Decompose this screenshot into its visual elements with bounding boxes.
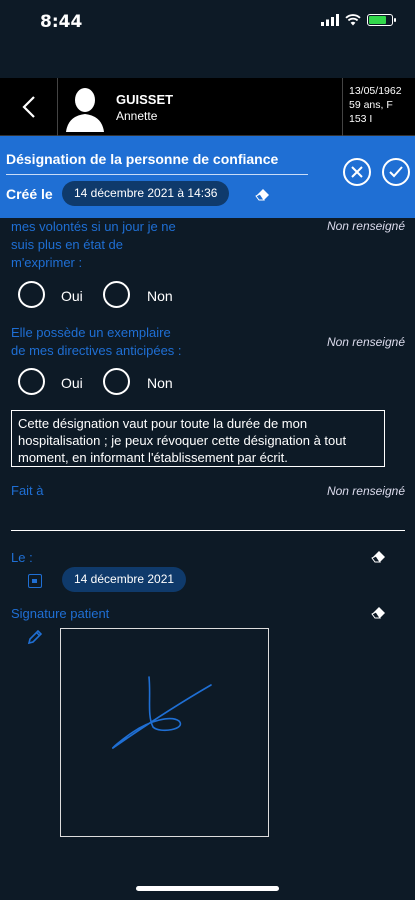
question1-text: mes volontés si un jour je ne suis plus en état de m'exprimer : (11, 219, 176, 270)
patient-header (0, 78, 415, 136)
signature-pad[interactable] (60, 628, 269, 837)
clear-signature-icon[interactable] (370, 604, 388, 620)
wifi-icon (345, 14, 361, 26)
question2-yes-radio[interactable] (18, 368, 45, 395)
info-box: Cette désignation vaut pour toute la durée de mon hospitalisation ; je peux révoquer cette désignation à tout moment, en informant l'établissement par écrit. (11, 410, 385, 467)
patient-age-sex: 59 ans, F (349, 99, 393, 111)
home-indicator (136, 886, 279, 891)
close-icon (351, 166, 363, 178)
created-label: Créé le (6, 186, 53, 202)
chevron-left-icon (22, 95, 36, 119)
patient-info (342, 78, 415, 136)
battery-icon (367, 14, 393, 26)
created-date-pill[interactable]: 14 décembre 2021 à 14:36 (62, 181, 229, 206)
patient-last-name: GUISSET (116, 92, 174, 107)
question1-status: Non renseigné (326, 219, 405, 233)
title-underline (6, 174, 308, 175)
date-label: Le : (11, 550, 33, 565)
fait-a-label: Fait à (11, 483, 44, 498)
question1-no-radio[interactable] (103, 281, 130, 308)
patient-birth-date: 13/05/1962 (349, 85, 402, 97)
date-pill[interactable]: 14 décembre 2021 (62, 567, 186, 592)
back-button[interactable] (0, 78, 58, 136)
validate-button[interactable] (382, 158, 410, 186)
patient-first-name: Annette (116, 109, 158, 123)
patient-room: 153 I (349, 113, 373, 125)
eraser-icon[interactable] (254, 186, 272, 202)
clear-date-icon[interactable] (370, 548, 388, 564)
fait-a-input-line[interactable] (11, 530, 405, 531)
question2-no-radio[interactable] (103, 368, 130, 395)
check-icon (389, 166, 403, 178)
pencil-icon[interactable] (27, 629, 43, 645)
status-time: 8:44 (40, 12, 83, 32)
question2-no-label[interactable]: Non (147, 375, 173, 391)
question1-no-label[interactable]: Non (147, 288, 173, 304)
status-icons (321, 14, 393, 26)
question2-text: Elle possède un exemplaire de mes directives anticipées : (11, 325, 182, 358)
form-header (0, 136, 415, 218)
cancel-button[interactable] (343, 158, 371, 186)
question1-yes-radio[interactable] (18, 281, 45, 308)
question2-yes-label[interactable]: Oui (61, 375, 83, 391)
signal-icon (321, 14, 339, 26)
fait-a-status[interactable]: Non renseigné (326, 484, 405, 498)
question2-status: Non renseigné (326, 335, 405, 349)
avatar (62, 82, 108, 132)
signature-stroke (61, 629, 267, 835)
status-bar (0, 0, 415, 48)
signature-label: Signature patient (11, 606, 110, 621)
form-title: Désignation de la personne de confiance (6, 151, 279, 167)
question1-yes-label[interactable]: Oui (61, 288, 83, 304)
calendar-icon[interactable] (28, 574, 42, 588)
